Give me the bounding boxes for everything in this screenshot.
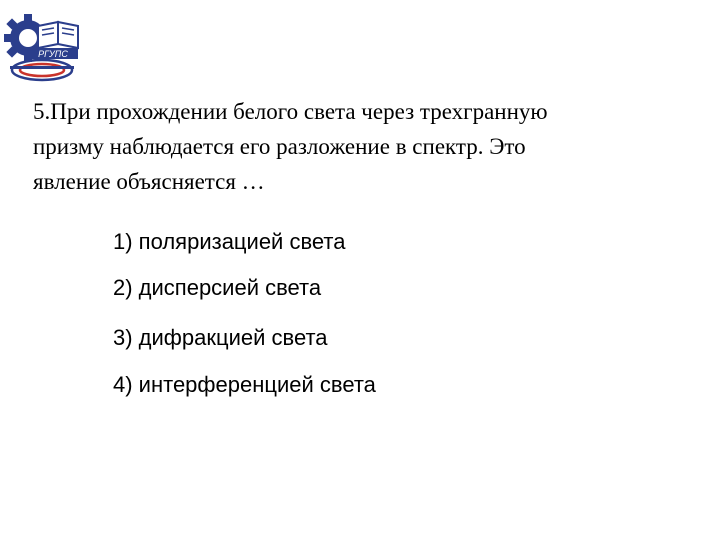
question-line-3: явление объясняется …	[33, 169, 265, 194]
question-text	[33, 94, 693, 199]
answer-option-2: 2) дисперсией света	[113, 275, 322, 300]
university-logo-icon	[2, 4, 82, 84]
question-line-1: 5.При прохождении белого света через трехгранную	[33, 99, 548, 124]
answer-option-3: 3) дифракцией света	[113, 325, 328, 350]
answer-option-4: 4) интерференцией света	[113, 372, 376, 397]
question-line-2: призму наблюдается его разложение в спектр. Это	[33, 134, 526, 159]
answer-option-1: 1) поляризацией света	[113, 229, 346, 254]
svg-text:РГУПС: РГУПС	[38, 49, 68, 59]
